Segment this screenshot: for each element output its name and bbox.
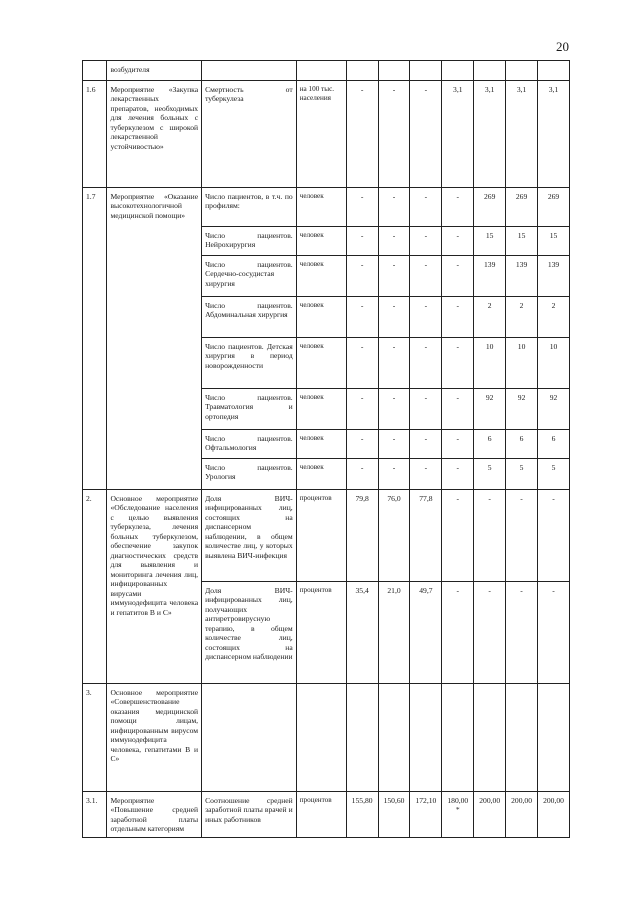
value-cell: - — [410, 389, 442, 430]
activity-description: возбудителя — [107, 61, 202, 81]
value-cell: 3,1 — [442, 81, 474, 188]
table-row — [83, 81, 570, 188]
row-number: 1.6 — [83, 81, 107, 188]
value-cell: 79,8 — [346, 490, 378, 582]
value-cell: 269 — [506, 188, 538, 227]
activity-description: Основное мероприятие «Совершенствование оказания медицинской помощи лицам, инфицированным вирусом иммунодефицита человека, гепатитами В и С» — [107, 684, 202, 792]
value-cell: 269 — [474, 188, 506, 227]
activity-description: Мероприятие «Закупка лекарственных препаратов, необходимых для лечения больных с туберкулезом с широкой лекарственной устойчивостью» — [107, 81, 202, 188]
value-cell: - — [410, 188, 442, 227]
value-cell: 3,1 — [506, 81, 538, 188]
indicator-unit: человек — [296, 430, 346, 459]
value-cell: - — [410, 430, 442, 459]
table-row — [83, 792, 570, 838]
value-cell: 269 — [538, 188, 570, 227]
value-cell: 15 — [538, 227, 570, 256]
value-cell: - — [442, 459, 474, 490]
value-cell: 92 — [506, 389, 538, 430]
value-cell: 5 — [474, 459, 506, 490]
value-cell: - — [346, 389, 378, 430]
value-cell: 77,8 — [410, 490, 442, 582]
value-cell: 76,0 — [378, 490, 410, 582]
value-cell: - — [378, 297, 410, 338]
activity-description: Основное мероприятие «Обследование населения с целью выявления туберкулеза, лечения больных туберкулезом, обеспечение закупок диагностических средств для выявления и мониторинга лечения лиц, инфицированных вирусами иммунодефицита человека и гепатитов В и С» — [107, 490, 202, 684]
value-cell: - — [410, 297, 442, 338]
value-cell: 180,00 * — [442, 792, 474, 838]
row-number: 3.1. — [83, 792, 107, 838]
value-cell: 150,60 — [378, 792, 410, 838]
indicator-name: Число пациентов. Сердечно-сосудистая хирургия — [202, 256, 297, 297]
indicator-name: Число пациентов. Абдоминальная хирургия — [202, 297, 297, 338]
value-cell: 2 — [506, 297, 538, 338]
value-cell: 5 — [538, 459, 570, 490]
value-cell: 139 — [474, 256, 506, 297]
row-number: 2. — [83, 490, 107, 684]
indicator-unit: человек — [296, 297, 346, 338]
value-cell: - — [346, 256, 378, 297]
value-cell: 200,00 — [538, 792, 570, 838]
value-cell: 10 — [506, 338, 538, 389]
value-cell: - — [410, 227, 442, 256]
value-cell: 10 — [474, 338, 506, 389]
value-cell: - — [378, 256, 410, 297]
value-cell: - — [410, 338, 442, 389]
value-cell: 35,4 — [346, 582, 378, 684]
value-cell: 6 — [506, 430, 538, 459]
value-cell: 15 — [506, 227, 538, 256]
value-cell: - — [378, 227, 410, 256]
indicator-unit: человек — [296, 256, 346, 297]
value-cell: - — [442, 227, 474, 256]
value-cell: - — [378, 188, 410, 227]
table-row — [83, 188, 570, 227]
indicator-name: Число пациентов. Урология — [202, 459, 297, 490]
row-number: 1.7 — [83, 188, 107, 490]
indicator-name: Число пациентов, в т.ч. по профилям: — [202, 188, 297, 227]
value-cell: - — [538, 490, 570, 582]
indicator-name: Доля ВИЧ-инфицированных лиц, получающих антиретровирусную терапию, в общем количестве лиц, состоящих на диспансерном наблюдении — [202, 582, 297, 684]
value-cell: - — [506, 582, 538, 684]
value-cell: - — [442, 582, 474, 684]
value-cell: 139 — [538, 256, 570, 297]
value-cell: - — [474, 490, 506, 582]
value-cell: - — [378, 338, 410, 389]
activity-description: Мероприятие «Оказание высокотехнологичной медицинской помощи» — [107, 188, 202, 490]
activity-description: Мероприятие «Повышение средней заработной платы отдельным категориям — [107, 792, 202, 838]
value-cell: - — [378, 389, 410, 430]
value-cell: - — [346, 459, 378, 490]
table-row — [83, 61, 570, 81]
value-cell: 49,7 — [410, 582, 442, 684]
value-cell: 6 — [474, 430, 506, 459]
indicator-unit: процентов — [296, 490, 346, 582]
value-cell: - — [346, 338, 378, 389]
indicator-name: Число пациентов. Травматология и ортопедия — [202, 389, 297, 430]
value-cell: 10 — [538, 338, 570, 389]
page-number: 20 — [556, 39, 569, 54]
value-cell: - — [538, 582, 570, 684]
value-cell: - — [346, 81, 378, 188]
value-cell: 3,1 — [538, 81, 570, 188]
value-cell: 21,0 — [378, 582, 410, 684]
indicator-unit: человек — [296, 188, 346, 227]
value-cell: - — [346, 227, 378, 256]
indicator-unit: человек — [296, 389, 346, 430]
value-cell: 155,80 — [346, 792, 378, 838]
indicator-name: Число пациентов. Детская хирургия в период новорожденности — [202, 338, 297, 389]
value-cell: - — [442, 490, 474, 582]
table-row — [83, 490, 570, 582]
value-cell: 92 — [538, 389, 570, 430]
value-cell: 3,1 — [474, 81, 506, 188]
value-cell: 200,00 — [474, 792, 506, 838]
indicator-unit: человек — [296, 459, 346, 490]
value-cell: - — [442, 430, 474, 459]
value-cell: - — [410, 256, 442, 297]
indicator-name: Соотношение средней заработной платы врачей и иных работников — [202, 792, 297, 838]
value-cell: - — [442, 256, 474, 297]
value-cell: 139 — [506, 256, 538, 297]
indicator-unit: процентов — [296, 582, 346, 684]
indicator-unit: человек — [296, 227, 346, 256]
value-cell: 172,10 — [410, 792, 442, 838]
value-cell: - — [410, 459, 442, 490]
value-cell: 200,00 — [506, 792, 538, 838]
value-cell: - — [378, 81, 410, 188]
indicator-name: Число пациентов. Офтальмология — [202, 430, 297, 459]
row-number: 3. — [83, 684, 107, 792]
indicator-unit: на 100 тыс. населения — [296, 81, 346, 188]
value-cell: - — [410, 81, 442, 188]
value-cell: - — [442, 188, 474, 227]
value-cell: - — [442, 338, 474, 389]
value-cell: - — [346, 297, 378, 338]
value-cell: - — [378, 430, 410, 459]
table-row — [83, 684, 570, 792]
value-cell: 92 — [474, 389, 506, 430]
value-cell: - — [378, 459, 410, 490]
value-cell: - — [442, 297, 474, 338]
indicator-unit: человек — [296, 338, 346, 389]
value-cell: 2 — [538, 297, 570, 338]
indicator-name: Смертность от туберкулеза — [202, 81, 297, 188]
value-cell: - — [346, 188, 378, 227]
indicator-name: Число пациентов. Нейрохирургия — [202, 227, 297, 256]
value-cell: 6 — [538, 430, 570, 459]
value-cell: - — [346, 430, 378, 459]
value-cell: - — [442, 389, 474, 430]
value-cell: - — [506, 490, 538, 582]
indicator-unit: процентов — [296, 792, 346, 838]
value-cell: - — [474, 582, 506, 684]
indicator-name: Доля ВИЧ-инфицированных лиц, состоящих на диспансерном наблюдении, в общем количестве лиц, у которых выявлена ВИЧ-инфекция — [202, 490, 297, 582]
value-cell: 15 — [474, 227, 506, 256]
indicators-table — [82, 60, 570, 838]
value-cell: 5 — [506, 459, 538, 490]
value-cell: 2 — [474, 297, 506, 338]
